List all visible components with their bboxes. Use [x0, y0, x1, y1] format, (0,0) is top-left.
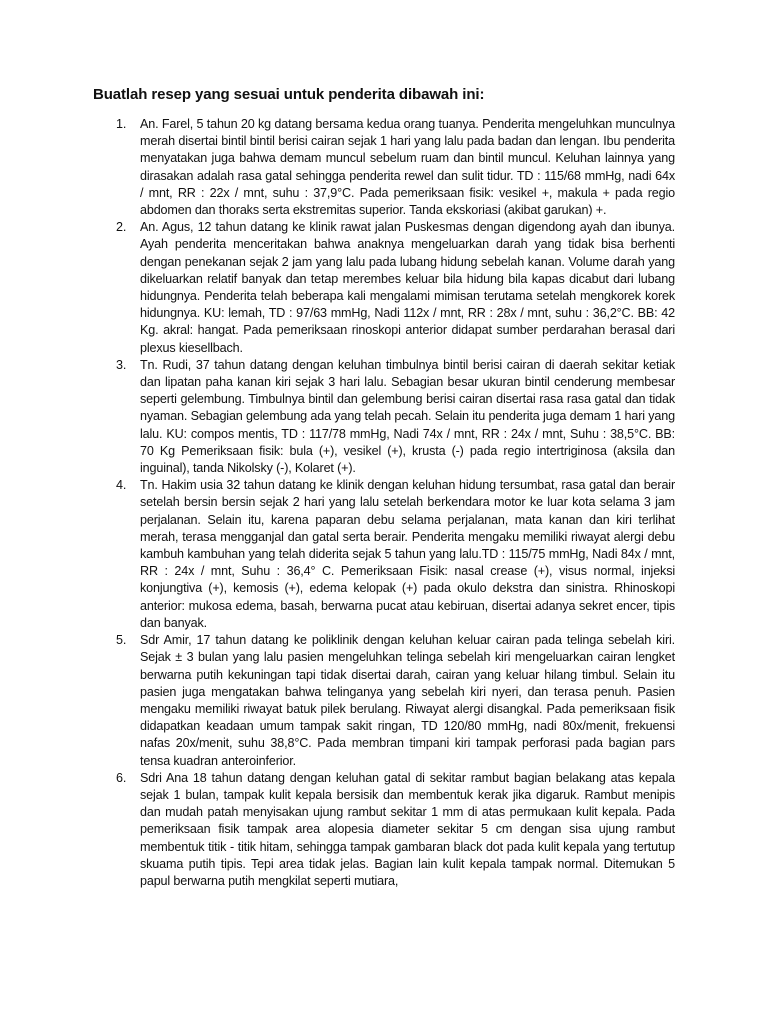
case-item [93, 219, 675, 357]
case-number: 3. [116, 357, 127, 372]
document-heading: Buatlah resep yang sesuai untuk penderita dibawah ini: [93, 86, 485, 103]
case-number: 5. [116, 633, 127, 648]
case-text: Tn. Rudi, 37 tahun datang dengan keluhan timbulnya bintil berisi cairan di daerah sekitar ketiak dan lipatan paha kanan kiri sejak 3 hari lalu. Sebagian besar ukuran bintil cenderung membesar seperti gelembung. Timbulnya bintil dan gelembung berisi cairan disertai rasa rasa gatal dan tidak nyaman. Sebagian gelembung ada yang telah pecah. Selain itu penderita juga demam 1 hari yang lalu. KU: compos mentis, TD : 117/78 mmHg, Nadi 74x / mnt, RR : 24x / mnt, Suhu : 38,5°C. BB: 70 Kg Pemeriksaan fisik: bula (+), vesikel (+), krusta (-) pada regio intertriginosa (aksila dan inguinal), tanda Nikolsky (-), Kolaret (+). [140, 357, 675, 476]
case-text: Sdri Ana 18 tahun datang dengan keluhan gatal di sekitar rambut bagian belakang atas kepala sejak 1 bulan, tampak kulit kepala bersisik dan membentuk kerak jika digaruk. Rambut menipis dan mudah patah menyisakan ujung rambut sekitar 1 mm di atas permukaan kulit kepala. Pada pemeriksaan fisik tampak area alopesia diameter sekitar 5 cm dengan sisa ujung rambut membentuk titik - titik hitam, sehingga tampak gambaran black dot pada kulit kepala yang tertutup skuama putih tipis. Tepi area tidak jelas. Bagian lain kulit kepala tampak normal. Ditemukan 5 papul berwarna putih mengkilat seperti mutiara, [140, 770, 675, 888]
case-text: Tn. Hakim usia 32 tahun datang ke klinik dengan keluhan hidung tersumbat, rasa gatal dan berair setelah bersin bersin sejak 2 hari yang lalu setelah berkendara motor ke luar kota selama 3 jam perjalanan. Selain itu, karena paparan debu selama perjalanan, mata kanan dan kiri terlihat merah, terasa mengganjal dan gatal serta berair. Penderita mengaku memiliki riwayat alergi debu kambuh kambuhan yang telah diderita sejak 5 tahun yang lalu.TD : 115/75 mmHg, Nadi 84x / mnt, RR : 24x / mnt, Suhu : 36,4° C. Pemeriksaan Fisik: nasal crease (+), visus normal, injeksi konjungtiva (+), kemosis (+), edema kelopak (+) pada okulo dekstra dan sinistra. Rhinoskopi anterior: mukosa edema, basah, berwarna pucat atau kebiruan, disertai adanya sekret encer, tipis dan banyak. [140, 478, 675, 630]
case-number: 1. [116, 117, 127, 131]
case-number: 6. [116, 770, 127, 785]
case-text: An. Farel, 5 tahun 20 kg datang bersama kedua orang tuanya. Penderita mengeluhkan munculnya merah disertai bintil bintil berisi cairan sejak 1 hari yang lalu pada badan dan lengan. Ibu penderita menyatakan juga bahwa demam muncul sebelum ruam dan bintil muncul. Keluhan lainnya yang dirasakan adalah rasa gatal sehingga penderita rewel dan sulit tidur. TD : 115/68 mmHg, nadi 64x / mnt, RR : 22x / mnt, suhu : 37,9°C. Pada pemeriksaan fisik: vesikel +, makula + pada regio abdomen dan thoraks serta ekstremitas superior. Tanda ekskoriasi (akibat garukan) +. [140, 117, 675, 218]
case-item [93, 116, 675, 219]
case-number: 2. [116, 220, 127, 235]
case-item [93, 357, 675, 477]
case-list [93, 116, 675, 890]
case-text: Sdr Amir, 17 tahun datang ke poliklinik dengan keluhan keluar cairan pada telinga sebelah kiri. Sejak ± 3 bulan yang lalu pasien mengeluhkan telinga sebelah kiri mengeluarkan cairan lengket berwarna putih kekuningan tapi tidak disertai darah, cairan yang keluar hilang timbul. Selain itu pasien juga mengatakan bahwa telinganya yang sebelah kiri nyeri, dan terasa penuh. Pasien mengaku memiliki riwayat batuk pilek berulang. Riwayat alergi disangkal. Pada pemeriksaan fisik didapatkan keadaan umum tampak sakit ringan, TD 120/80 mmHg, nadi 80x/menit, frekuensi nafas 20x/menit, suhu 38,8°C. Pada membran timpani kiri tampak perforasi pada bagian pars tensa kuadran anteroinferior. [140, 633, 675, 768]
case-text: An. Agus, 12 tahun datang ke klinik rawat jalan Puskesmas dengan digendong ayah dan ibunya. Ayah penderita menceritakan bahwa anaknya mengeluarkan darah yang tidak bisa berhenti dengan penekanan sejak 2 jam yang lalu pada lubang hidung sebelah kanan. Volume darah yang dikeluarkan relatif banyak dan tetap merembes keluar bila hidung bila kapas dicabut dari lubang hidungnya. Penderita telah beberapa kali mengalami mimisan terutama setelah mengkorek korek hidungnya. KU: lemah, TD : 97/63 mmHg, Nadi 112x / mnt, RR : 28x / mnt, suhu : 36,2°C. BB: 42 Kg. akral: hangat. Pada pemeriksaan rinoskopi anterior didapat sumber perdarahan berasal dari plexus kiesellbach. [140, 220, 675, 355]
case-item [93, 632, 675, 770]
case-item [93, 477, 675, 632]
case-item [93, 770, 675, 890]
case-number: 4. [116, 478, 127, 493]
